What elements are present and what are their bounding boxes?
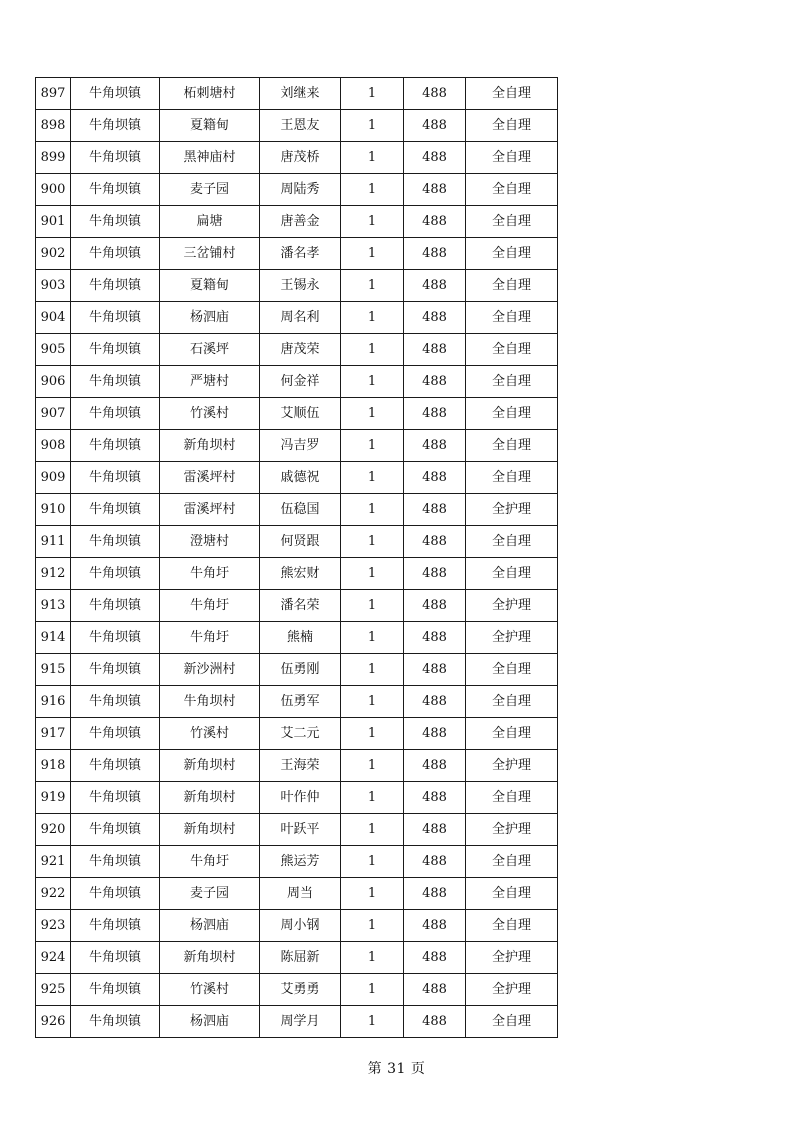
table-row (36, 494, 558, 526)
cell-person-name: 叶跃平 (260, 814, 341, 846)
cell-amount: 488 (404, 814, 466, 846)
table-row (36, 238, 558, 270)
cell-town: 牛角坝镇 (71, 686, 160, 718)
cell-town: 牛角坝镇 (71, 174, 160, 206)
table-row (36, 782, 558, 814)
cell-person-name: 何金祥 (260, 366, 341, 398)
cell-village: 雷溪坪村 (160, 462, 260, 494)
table-row (36, 846, 558, 878)
table-row (36, 366, 558, 398)
cell-serial-number: 901 (36, 206, 71, 238)
cell-serial-number: 921 (36, 846, 71, 878)
table-row (36, 334, 558, 366)
cell-person-name: 熊宏财 (260, 558, 341, 590)
cell-person-name: 艾勇勇 (260, 974, 341, 1006)
cell-village: 牛角圩 (160, 558, 260, 590)
cell-care-level: 全自理 (466, 846, 558, 878)
cell-amount: 488 (404, 590, 466, 622)
cell-town: 牛角坝镇 (71, 910, 160, 942)
cell-town: 牛角坝镇 (71, 398, 160, 430)
cell-village: 扁塘 (160, 206, 260, 238)
cell-village: 新角坝村 (160, 430, 260, 462)
cell-serial-number: 923 (36, 910, 71, 942)
cell-person-name: 熊运芳 (260, 846, 341, 878)
cell-serial-number: 916 (36, 686, 71, 718)
cell-serial-number: 910 (36, 494, 71, 526)
cell-town: 牛角坝镇 (71, 142, 160, 174)
cell-town: 牛角坝镇 (71, 1006, 160, 1038)
table-row (36, 270, 558, 302)
cell-person-name: 周陆秀 (260, 174, 341, 206)
cell-count: 1 (341, 814, 404, 846)
cell-person-name: 熊楠 (260, 622, 341, 654)
cell-town: 牛角坝镇 (71, 78, 160, 110)
cell-town: 牛角坝镇 (71, 718, 160, 750)
cell-amount: 488 (404, 366, 466, 398)
cell-town: 牛角坝镇 (71, 206, 160, 238)
cell-person-name: 唐善金 (260, 206, 341, 238)
cell-town: 牛角坝镇 (71, 366, 160, 398)
cell-amount: 488 (404, 910, 466, 942)
cell-village: 竹溪村 (160, 718, 260, 750)
cell-person-name: 伍稳国 (260, 494, 341, 526)
cell-serial-number: 911 (36, 526, 71, 558)
cell-serial-number: 907 (36, 398, 71, 430)
cell-village: 牛角圩 (160, 846, 260, 878)
cell-village: 竹溪村 (160, 398, 260, 430)
cell-person-name: 潘名孝 (260, 238, 341, 270)
cell-care-level: 全自理 (466, 78, 558, 110)
cell-person-name: 唐茂荣 (260, 334, 341, 366)
cell-amount: 488 (404, 686, 466, 718)
cell-village: 澄塘村 (160, 526, 260, 558)
cell-care-level: 全自理 (466, 654, 558, 686)
cell-serial-number: 906 (36, 366, 71, 398)
cell-care-level: 全自理 (466, 334, 558, 366)
cell-serial-number: 919 (36, 782, 71, 814)
cell-care-level: 全自理 (466, 110, 558, 142)
cell-count: 1 (341, 718, 404, 750)
cell-person-name: 冯吉罗 (260, 430, 341, 462)
cell-amount: 488 (404, 270, 466, 302)
cell-care-level: 全自理 (466, 302, 558, 334)
cell-village: 夏籍甸 (160, 110, 260, 142)
cell-village: 杨泗庙 (160, 1006, 260, 1038)
cell-person-name: 伍勇军 (260, 686, 341, 718)
cell-village: 新角坝村 (160, 750, 260, 782)
cell-count: 1 (341, 1006, 404, 1038)
cell-serial-number: 915 (36, 654, 71, 686)
cell-count: 1 (341, 590, 404, 622)
cell-care-level: 全护理 (466, 942, 558, 974)
cell-serial-number: 914 (36, 622, 71, 654)
cell-serial-number: 922 (36, 878, 71, 910)
cell-village: 新角坝村 (160, 782, 260, 814)
cell-care-level: 全护理 (466, 622, 558, 654)
table-row (36, 78, 558, 110)
cell-town: 牛角坝镇 (71, 974, 160, 1006)
table-row (36, 718, 558, 750)
table-row (36, 814, 558, 846)
cell-care-level: 全护理 (466, 494, 558, 526)
table-row (36, 686, 558, 718)
cell-amount: 488 (404, 846, 466, 878)
cell-village: 雷溪坪村 (160, 494, 260, 526)
cell-village: 新角坝村 (160, 814, 260, 846)
cell-person-name: 潘名荣 (260, 590, 341, 622)
cell-village: 严塘村 (160, 366, 260, 398)
cell-serial-number: 900 (36, 174, 71, 206)
cell-person-name: 周名利 (260, 302, 341, 334)
cell-village: 三岔铺村 (160, 238, 260, 270)
cell-count: 1 (341, 238, 404, 270)
cell-town: 牛角坝镇 (71, 302, 160, 334)
cell-serial-number: 898 (36, 110, 71, 142)
table-row (36, 654, 558, 686)
cell-village: 杨泗庙 (160, 302, 260, 334)
cell-count: 1 (341, 398, 404, 430)
cell-person-name: 叶作仲 (260, 782, 341, 814)
cell-village: 牛角坝村 (160, 686, 260, 718)
cell-serial-number: 902 (36, 238, 71, 270)
cell-amount: 488 (404, 206, 466, 238)
cell-care-level: 全自理 (466, 558, 558, 590)
cell-amount: 488 (404, 1006, 466, 1038)
cell-village: 柘刺塘村 (160, 78, 260, 110)
cell-town: 牛角坝镇 (71, 590, 160, 622)
cell-count: 1 (341, 622, 404, 654)
cell-town: 牛角坝镇 (71, 526, 160, 558)
cell-amount: 488 (404, 174, 466, 206)
table-row (36, 430, 558, 462)
cell-serial-number: 903 (36, 270, 71, 302)
cell-amount: 488 (404, 622, 466, 654)
cell-village: 牛角圩 (160, 622, 260, 654)
cell-care-level: 全自理 (466, 462, 558, 494)
table-row (36, 398, 558, 430)
cell-serial-number: 917 (36, 718, 71, 750)
cell-serial-number: 913 (36, 590, 71, 622)
cell-person-name: 艾二元 (260, 718, 341, 750)
cell-amount: 488 (404, 558, 466, 590)
table-row (36, 526, 558, 558)
cell-serial-number: 925 (36, 974, 71, 1006)
cell-town: 牛角坝镇 (71, 270, 160, 302)
cell-serial-number: 912 (36, 558, 71, 590)
table-row (36, 590, 558, 622)
cell-town: 牛角坝镇 (71, 462, 160, 494)
cell-count: 1 (341, 686, 404, 718)
cell-amount: 488 (404, 142, 466, 174)
cell-person-name: 戚德祝 (260, 462, 341, 494)
cell-amount: 488 (404, 718, 466, 750)
cell-care-level: 全自理 (466, 782, 558, 814)
cell-care-level: 全护理 (466, 974, 558, 1006)
cell-person-name: 周当 (260, 878, 341, 910)
cell-care-level: 全护理 (466, 590, 558, 622)
cell-town: 牛角坝镇 (71, 654, 160, 686)
cell-serial-number: 926 (36, 1006, 71, 1038)
cell-town: 牛角坝镇 (71, 494, 160, 526)
cell-amount: 488 (404, 750, 466, 782)
page-number: 第 31 页 (367, 1061, 426, 1077)
cell-count: 1 (341, 494, 404, 526)
cell-serial-number: 924 (36, 942, 71, 974)
table-row (36, 206, 558, 238)
cell-count: 1 (341, 430, 404, 462)
cell-count: 1 (341, 782, 404, 814)
cell-town: 牛角坝镇 (71, 558, 160, 590)
cell-count: 1 (341, 558, 404, 590)
cell-town: 牛角坝镇 (71, 846, 160, 878)
cell-person-name: 艾顺伍 (260, 398, 341, 430)
cell-village: 新沙洲村 (160, 654, 260, 686)
cell-village: 新角坝村 (160, 942, 260, 974)
cell-count: 1 (341, 846, 404, 878)
table-row (36, 1006, 558, 1038)
cell-person-name: 王海荣 (260, 750, 341, 782)
cell-village: 夏籍甸 (160, 270, 260, 302)
cell-count: 1 (341, 974, 404, 1006)
table-row (36, 750, 558, 782)
cell-count: 1 (341, 750, 404, 782)
cell-care-level: 全自理 (466, 238, 558, 270)
cell-serial-number: 905 (36, 334, 71, 366)
cell-amount: 488 (404, 654, 466, 686)
cell-amount: 488 (404, 398, 466, 430)
cell-person-name: 唐茂桥 (260, 142, 341, 174)
cell-amount: 488 (404, 462, 466, 494)
records-table (35, 77, 558, 1038)
table-row (36, 462, 558, 494)
table-row (36, 942, 558, 974)
cell-care-level: 全护理 (466, 750, 558, 782)
cell-amount: 488 (404, 974, 466, 1006)
cell-amount: 488 (404, 78, 466, 110)
cell-serial-number: 918 (36, 750, 71, 782)
cell-serial-number: 897 (36, 78, 71, 110)
cell-village: 麦子园 (160, 174, 260, 206)
table-row (36, 910, 558, 942)
cell-care-level: 全自理 (466, 430, 558, 462)
cell-village: 麦子园 (160, 878, 260, 910)
table-row (36, 622, 558, 654)
cell-serial-number: 908 (36, 430, 71, 462)
cell-care-level: 全自理 (466, 174, 558, 206)
cell-village: 竹溪村 (160, 974, 260, 1006)
cell-village: 牛角圩 (160, 590, 260, 622)
cell-town: 牛角坝镇 (71, 334, 160, 366)
cell-town: 牛角坝镇 (71, 782, 160, 814)
cell-town: 牛角坝镇 (71, 110, 160, 142)
cell-count: 1 (341, 654, 404, 686)
cell-town: 牛角坝镇 (71, 814, 160, 846)
cell-town: 牛角坝镇 (71, 622, 160, 654)
cell-care-level: 全自理 (466, 1006, 558, 1038)
table-row (36, 974, 558, 1006)
cell-care-level: 全自理 (466, 686, 558, 718)
table-row (36, 302, 558, 334)
cell-count: 1 (341, 142, 404, 174)
cell-village: 杨泗庙 (160, 910, 260, 942)
table-row (36, 110, 558, 142)
cell-person-name: 陈屈新 (260, 942, 341, 974)
cell-town: 牛角坝镇 (71, 878, 160, 910)
table-row (36, 142, 558, 174)
cell-count: 1 (341, 174, 404, 206)
table-row (36, 878, 558, 910)
cell-count: 1 (341, 910, 404, 942)
cell-care-level: 全自理 (466, 270, 558, 302)
cell-amount: 488 (404, 334, 466, 366)
cell-amount: 488 (404, 494, 466, 526)
cell-count: 1 (341, 942, 404, 974)
cell-town: 牛角坝镇 (71, 750, 160, 782)
cell-person-name: 王恩友 (260, 110, 341, 142)
cell-count: 1 (341, 878, 404, 910)
cell-serial-number: 909 (36, 462, 71, 494)
cell-amount: 488 (404, 430, 466, 462)
cell-person-name: 王锡永 (260, 270, 341, 302)
cell-care-level: 全自理 (466, 878, 558, 910)
cell-care-level: 全自理 (466, 526, 558, 558)
cell-town: 牛角坝镇 (71, 942, 160, 974)
records-table-body (36, 78, 558, 1038)
cell-village: 石溪坪 (160, 334, 260, 366)
cell-amount: 488 (404, 942, 466, 974)
cell-count: 1 (341, 78, 404, 110)
cell-serial-number: 899 (36, 142, 71, 174)
cell-amount: 488 (404, 782, 466, 814)
cell-amount: 488 (404, 302, 466, 334)
cell-count: 1 (341, 206, 404, 238)
cell-person-name: 刘继来 (260, 78, 341, 110)
table-row (36, 558, 558, 590)
cell-person-name: 周学月 (260, 1006, 341, 1038)
cell-care-level: 全自理 (466, 398, 558, 430)
cell-count: 1 (341, 366, 404, 398)
cell-person-name: 伍勇刚 (260, 654, 341, 686)
cell-town: 牛角坝镇 (71, 430, 160, 462)
cell-town: 牛角坝镇 (71, 238, 160, 270)
cell-serial-number: 904 (36, 302, 71, 334)
cell-count: 1 (341, 110, 404, 142)
cell-village: 黑神庙村 (160, 142, 260, 174)
cell-count: 1 (341, 302, 404, 334)
cell-serial-number: 920 (36, 814, 71, 846)
cell-care-level: 全自理 (466, 142, 558, 174)
cell-amount: 488 (404, 526, 466, 558)
cell-count: 1 (341, 462, 404, 494)
cell-care-level: 全护理 (466, 814, 558, 846)
cell-amount: 488 (404, 238, 466, 270)
cell-amount: 488 (404, 878, 466, 910)
cell-care-level: 全自理 (466, 910, 558, 942)
table-row (36, 174, 558, 206)
cell-count: 1 (341, 334, 404, 366)
cell-amount: 488 (404, 110, 466, 142)
cell-person-name: 何贤跟 (260, 526, 341, 558)
cell-care-level: 全自理 (466, 718, 558, 750)
cell-care-level: 全自理 (466, 366, 558, 398)
cell-count: 1 (341, 270, 404, 302)
cell-person-name: 周小钢 (260, 910, 341, 942)
cell-care-level: 全自理 (466, 206, 558, 238)
cell-count: 1 (341, 526, 404, 558)
